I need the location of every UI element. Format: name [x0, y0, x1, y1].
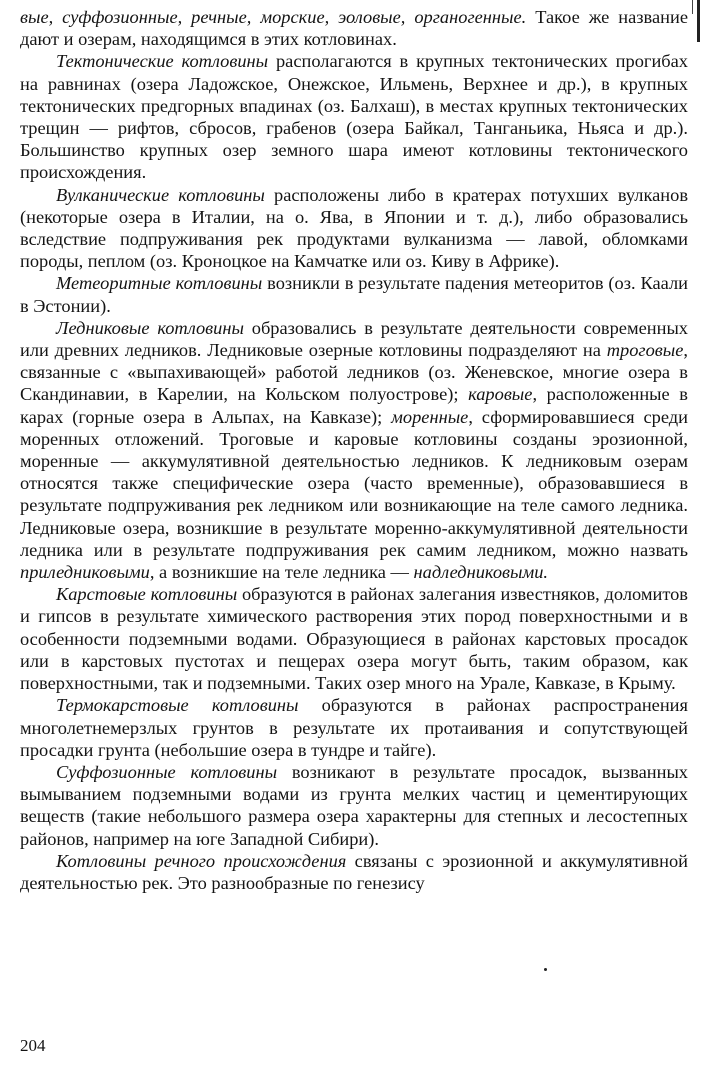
paragraph: [20, 761, 688, 850]
print-speck: [544, 968, 547, 971]
italic-term: Метеоритные котловины: [56, 273, 263, 294]
italic-term: Термокарстовые котловины: [56, 695, 299, 716]
paragraph: [20, 184, 688, 273]
text-run: возникают в результате просадок, вызванных вымыванием подземными водами из грунта мелких частиц и цементирующих веществ (такие небольшого размера озера характерны для степных и лесостепных районов, например на юге Западной Сибири).: [20, 761, 688, 849]
text-run: образуются в районах распространения многолетнемерзлых грунтов в результате их протаивания и сопутствующей просадки грунта (небольшие озера в тундре и тайге).: [20, 695, 688, 760]
text-run: , связанные с «выпахивающей» работой ледников (оз. Женевское, многие озера в Скандинавии, в Карелии, на Кольском полуострове);: [20, 340, 688, 405]
italic-term: надледниковыми.: [413, 562, 548, 583]
text-run: образовались в результате деятельности современных или древних ледников. Ледниковые озерные котловины подразделяют на: [20, 317, 688, 361]
paragraph: [20, 272, 688, 316]
text-run: располагаются в крупных тектонических прогибах на равнинах (озера Ладожское, Онежское, Ильмень, Верхнее и др.), в крупных тектонических предгорных впадинах (оз. Балхаш), в местах крупных тектонических трещин — рифтов, сбросов, грабенов (озера Байкал, Танганьика, Ньяса и др.). Большинство крупных озер земного шара имеют котловины тектонического происхождения.: [20, 51, 688, 183]
paragraph: [20, 50, 688, 183]
text-run: расположены либо в кратерах потухших вулканов (некоторые озера в Италии, на о. Ява, в Японии и т. д.), либо образовались вследствие подпруживания рек продуктами вулканизма — лавой, обломками породы, пеплом (оз. Кроноцкое на Камчатке или оз. Киву в Африке).: [20, 184, 688, 272]
italic-term: Ледниковые котловины: [56, 317, 244, 338]
page-edge-mark-thin: [692, 0, 694, 14]
paragraph: [20, 583, 688, 694]
italic-term: Суффозионные котловины: [56, 761, 278, 782]
paragraph: [20, 6, 688, 50]
italic-term: вые, суффозионные, речные, морские, эоловые, органогенные.: [20, 7, 527, 27]
text-run: , а возникшие на теле ледника —: [149, 562, 414, 583]
italic-term: каровые: [468, 384, 533, 405]
paragraph: [20, 317, 688, 583]
italic-term: Карстовые котловины: [56, 584, 238, 605]
paragraph: [20, 694, 688, 761]
paragraph: [20, 850, 688, 894]
italic-term: моренные: [391, 406, 469, 427]
italic-term: Тектонические котловины: [56, 51, 269, 72]
text-run: , сформировавшиеся среди моренных отложений. Троговые и каровые котловины созданы эрозионной, моренные — аккумулятивной деятельностью ледников. К ледниковым озерам относятся также специфические озера (часто временные), образовавшиеся в результате подпруживания рек ледником или возникающие на теле самого ледника. Ледниковые озера, возникшие в результате моренно-аккумулятивной деятельности ледника или в результате подпруживания рек самим ледником, можно назвать: [20, 406, 688, 560]
text-run: Такое же название дают и озерам, находящимся в этих котловинах.: [20, 7, 688, 50]
text-run: возникли в результате падения метеоритов (оз. Каали в Эстонии).: [20, 273, 688, 316]
page-edge-mark: [697, 0, 700, 42]
text-run: связаны с эрозионной и аккумулятивной деятельностью рек. Это разнообразные по генезису: [20, 850, 688, 893]
italic-term: Вулканические котловины: [56, 184, 265, 205]
italic-term: Котловины речного происхождения: [56, 850, 347, 871]
italic-term: троговые: [606, 340, 684, 361]
italic-term: приледниковыми: [20, 562, 150, 583]
page-number: 204: [20, 1036, 46, 1055]
body-text: [20, 6, 688, 894]
text-run: образуются в районах залегания известняков, доломитов и гипсов в результате химического растворения этих пород поверхностными и в особенности подземными водами. Образующиеся в районах карстовых просадок или в карстовых пустотах и пещерах озера могут быть, таким образом, как поверхностными, так и подземными. Таких озер много на Урале, Кавказе, в Крыму.: [20, 584, 688, 694]
text-run: , расположенные в карах (горные озера в Альпах, на Кавказе);: [20, 384, 688, 427]
